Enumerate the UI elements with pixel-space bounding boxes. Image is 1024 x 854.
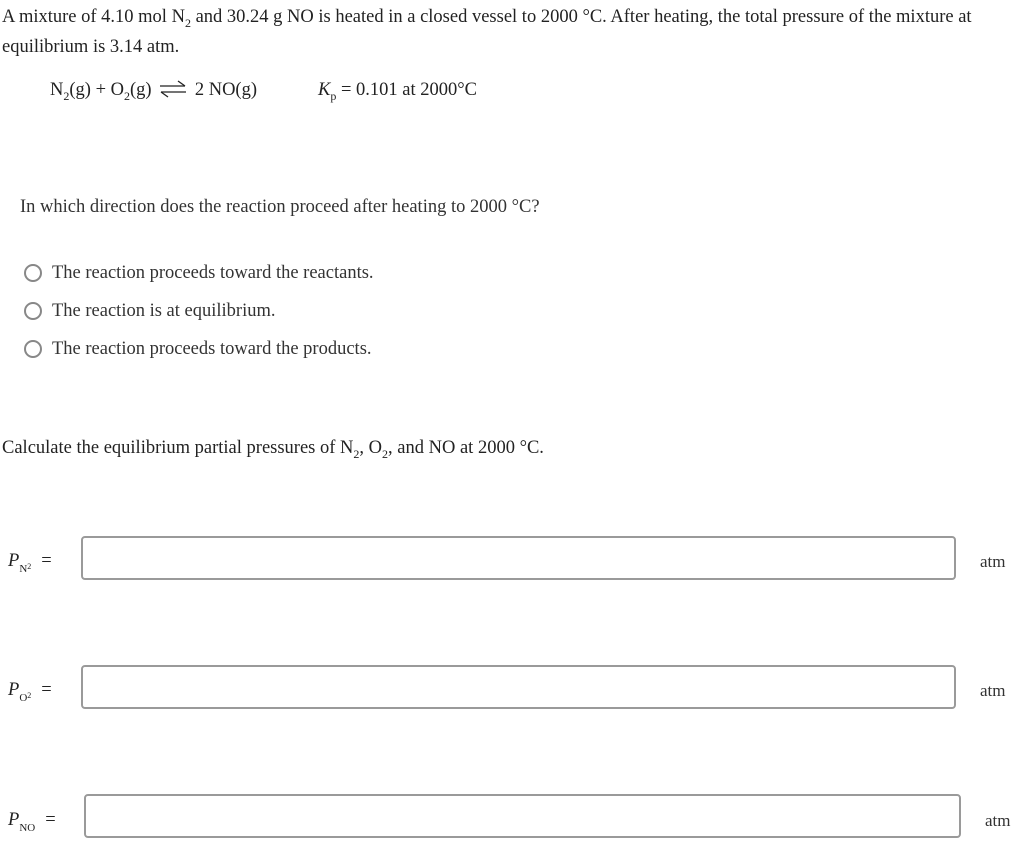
equilibrium-arrow-icon xyxy=(158,80,188,98)
direction-question: In which direction does the reaction proceed after heating to 2000 °C? xyxy=(20,197,540,217)
problem-statement: A mixture of 4.10 mol $N_2$ and 30.24 g NO is heated in a closed vessel to 2000 °C. After heating, the total pressure of the mixture at equilibrium is 3.14 atm. xyxy=(2,7,972,57)
unit-atm: atm xyxy=(980,552,1006,571)
radio-icon[interactable] xyxy=(24,264,42,282)
calc-instruction: Calculate the equilibrium partial pressures of $N_2$, $O_2$, and NO at 2000 °C. xyxy=(2,438,544,461)
p-no-input[interactable] xyxy=(84,794,961,838)
option-label: The reaction proceeds toward the reactants. xyxy=(52,262,374,283)
option-products[interactable] xyxy=(24,336,372,362)
label-p-o2: $P_O2$ = xyxy=(8,680,52,704)
p-o2-input[interactable] xyxy=(81,665,956,709)
option-label: The reaction is at equilibrium. xyxy=(52,300,276,321)
option-equilibrium[interactable] xyxy=(24,298,275,324)
p-n2-input[interactable] xyxy=(81,536,956,580)
radio-icon[interactable] xyxy=(24,340,42,358)
label-p-no: $P_{NO}$ = xyxy=(8,810,56,834)
unit-atm: atm xyxy=(980,681,1006,700)
label-p-n2: $P_N2$ = xyxy=(8,551,52,575)
option-reactants[interactable] xyxy=(24,260,374,286)
radio-icon[interactable] xyxy=(24,302,42,320)
option-label: The reaction proceeds toward the products. xyxy=(52,338,372,359)
kp-constant: $K_p = 0.101$ at 2000°C xyxy=(318,80,477,103)
unit-atm: atm xyxy=(985,811,1011,830)
reaction-equation: $N_2(g) + O_2(g)$ 2 NO(g) xyxy=(50,80,257,103)
